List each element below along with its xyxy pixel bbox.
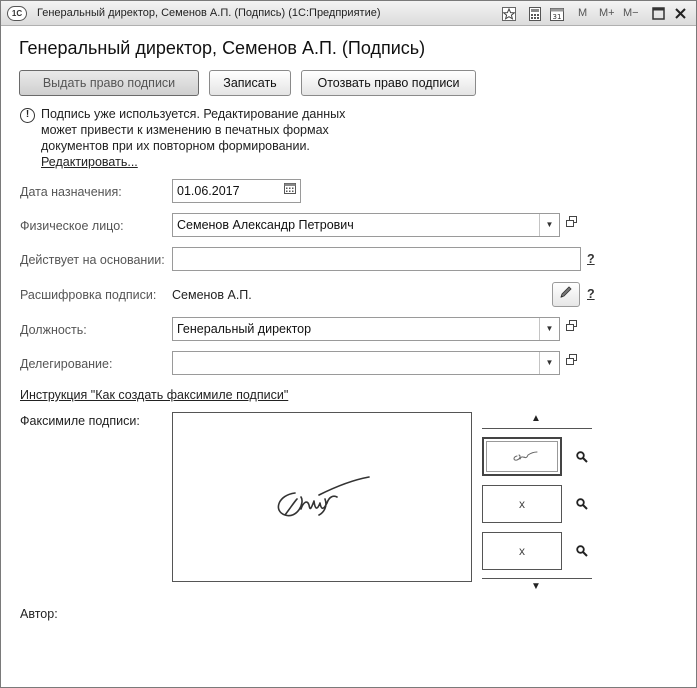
calculator-icon[interactable] (528, 7, 542, 22)
basis-input[interactable] (172, 247, 581, 271)
open-form-icon[interactable] (562, 320, 580, 338)
exclamation-icon: ! (20, 108, 35, 123)
author-label: Автор: (20, 607, 58, 621)
app-logo: 1С (7, 6, 27, 21)
memory-m-button[interactable]: M (578, 7, 588, 19)
edit-link[interactable]: Редактировать... (41, 155, 138, 169)
instruction-link[interactable]: Инструкция "Как создать факсимиле подписи" (20, 388, 289, 402)
scroll-up-icon[interactable]: ▲ (531, 413, 541, 424)
window-title: Генеральный директор, Семенов А.П. (Подпись) (1С:Предприятие) (37, 7, 381, 19)
basis-help-icon[interactable]: ? (587, 252, 595, 266)
favorite-star-icon[interactable] (502, 7, 516, 22)
facsimile-thumbnail-3[interactable]: x (482, 532, 562, 570)
warning-text-line1: Подпись уже используется. Редактирование данных (41, 107, 346, 121)
position-input[interactable] (172, 317, 560, 341)
pencil-icon[interactable] (552, 282, 580, 307)
facsimile-thumbnail-1[interactable] (482, 437, 562, 476)
position-value: Генеральный директор (177, 322, 312, 336)
signature-image (173, 413, 473, 583)
facsimile-image[interactable] (172, 412, 472, 582)
grant-signature-right-button[interactable]: Выдать право подписи (19, 70, 199, 96)
chevron-down-icon[interactable]: ▼ (539, 318, 559, 340)
save-button[interactable]: Записать (209, 70, 291, 96)
person-input[interactable] (172, 213, 560, 237)
basis-label: Действует на основании: (20, 253, 165, 267)
svg-text:31: 31 (552, 13, 562, 21)
form-title: Генеральный директор, Семенов А.П. (Подпись) (19, 38, 426, 58)
title-bar (1, 1, 696, 26)
facsimile-thumbnail-2[interactable]: x (482, 485, 562, 523)
warning-text-line2: может привести к изменению в печатных формах (41, 123, 329, 137)
revoke-signature-right-button[interactable]: Отозвать право подписи (301, 70, 476, 96)
delegation-input[interactable] (172, 351, 560, 375)
open-form-icon[interactable] (562, 354, 580, 372)
chevron-down-icon[interactable]: ▼ (539, 214, 559, 236)
magnifier-icon[interactable] (576, 545, 588, 557)
memory-plus-button[interactable]: M+ (599, 7, 615, 19)
magnifier-icon[interactable] (576, 498, 588, 510)
person-label: Физическое лицо: (20, 219, 124, 233)
appointment-date-value: 01.06.2017 (177, 184, 240, 198)
thumbnails-bottom-divider (482, 578, 592, 579)
facsimile-label: Факсимиле подписи: (20, 414, 140, 428)
calendar-tool-icon[interactable] (550, 7, 564, 22)
delegation-label: Делегирование: (20, 357, 113, 371)
calendar-icon[interactable] (281, 182, 299, 200)
appointment-date-label: Дата назначения: (20, 185, 122, 199)
scroll-down-icon[interactable]: ▼ (531, 581, 541, 592)
position-label: Должность: (20, 323, 87, 337)
thumbnails-top-divider (482, 428, 592, 429)
appointment-date-input[interactable] (172, 179, 301, 203)
close-icon[interactable] (674, 7, 687, 22)
memory-minus-button[interactable]: M− (623, 7, 639, 19)
signature-transcript-label: Расшифровка подписи: (20, 288, 157, 302)
magnifier-icon[interactable] (576, 451, 588, 463)
maximize-icon[interactable] (652, 7, 665, 22)
thumbnail-signature (486, 441, 558, 472)
open-form-icon[interactable] (562, 216, 580, 234)
chevron-down-icon[interactable]: ▼ (539, 352, 559, 374)
transcript-help-icon[interactable]: ? (587, 287, 595, 301)
signature-transcript-value: Семенов А.П. (172, 288, 252, 302)
warning-text-line3: документов при их повторном формировании. (41, 139, 310, 153)
person-value: Семенов Александр Петрович (177, 218, 354, 232)
